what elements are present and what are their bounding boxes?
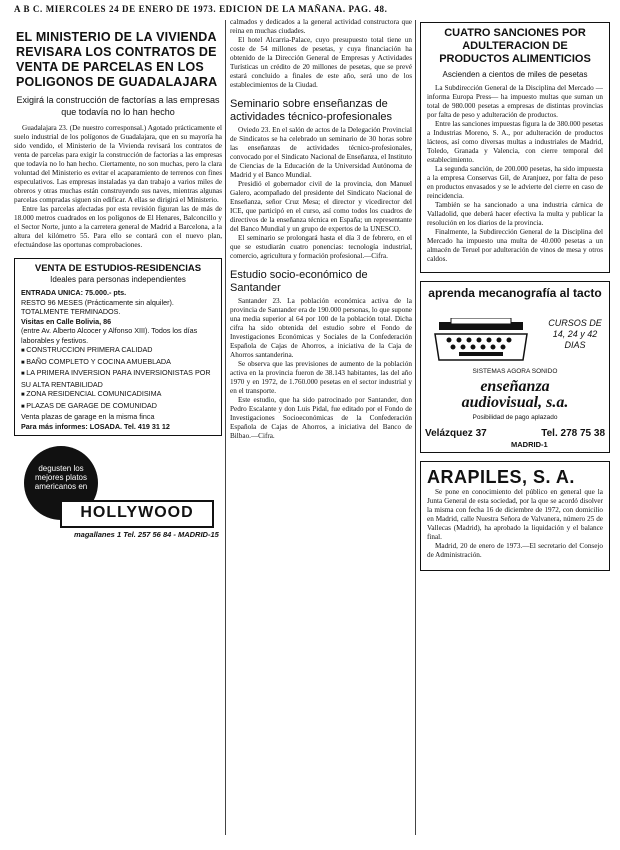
sanctions-subtitle: Ascienden a cientos de miles de pesetas bbox=[442, 70, 588, 79]
ad-line: Visitas en Calle Bolivia, 86 bbox=[21, 316, 112, 326]
main-headline bbox=[16, 30, 222, 90]
right-column bbox=[420, 18, 610, 843]
page-header: A B C. MIERCOLES 24 DE ENERO DE 1973. EDICION DE LA MAÑANA. PAG. 48. bbox=[14, 4, 388, 14]
article-paragraph: Oviedo 23. En el salón de actos de la Delegación Provincial de Sindicatos se ha celebrado un seminario de 30 horas sobre las enseñanzas de actividades técnico-profesionales, convocado por el Sindicato Nacional de Enseñanza, el Instituto de Ciencias de la Educación de la Universidad Autónoma de Madrid y el Banco Mundial. bbox=[230, 126, 412, 179]
ad-line: ■ ZONA RESIDENCIAL COMUNICADISIMA bbox=[21, 389, 215, 401]
phone-number: Tel. 278 75 38 bbox=[541, 428, 605, 439]
santander-headline: Estudio socio-económico de Santander bbox=[230, 269, 368, 294]
article-paragraph: La Subdirección General de la Disciplina del Mercado —informa Europa Press— ha impuesto multas que suman un total de 980.000 pesetas a empresas de distintas provincias por falta de peso y adulteración de productos. bbox=[427, 84, 603, 119]
article-paragraph: Este estudio, que ha sido patrocinado por Santander, don Pedro Escalante y don Luis Pidal, fue editado por el Fondo de Investigaciones Socioeconómicas de la Confederación Española de Cajas de Ahorros, a iniciativa del Banco de Bilbao.—Cifra. bbox=[230, 396, 412, 440]
ad-line: ENTRADA UNICA: 75.000.- pts. bbox=[21, 288, 127, 297]
middle-column bbox=[230, 18, 412, 843]
courses-info: CURSOS DE 14, 24 y 42 DIAS bbox=[548, 318, 602, 350]
typewriter-icon bbox=[431, 318, 531, 364]
column-divider bbox=[225, 20, 226, 835]
ad-line: Para más informes: LOSADA. Tel. 419 31 12 bbox=[21, 421, 170, 431]
arapiles-notice bbox=[420, 461, 610, 571]
article-paragraph: Entre las sanciones impuestas figura la de 380.000 pesetas a Industrias Moreno, S. A., por adulteración de productos lácteos, así como diversas multas a industriales de Madrid, Toledo, Granada y Valencia, con cierre temporal del establecimiento. bbox=[427, 120, 603, 164]
article-paragraph: También se ha sancionado a una industria cárnica de Valladolid, que deberá hacer efectiva la multa y publicar la resolución en los diarios de la provincia. bbox=[427, 201, 603, 227]
seminar-headline: Seminario sobre enseñanzas de actividades técnico-profesionales bbox=[230, 98, 393, 123]
street-address: Velázquez 37 bbox=[425, 428, 487, 439]
ad-line: RESTO 96 MESES (Prácticamente sin alquiler). TOTALMENTE TERMINADOS. bbox=[21, 297, 174, 316]
article-paragraph: Presidió el gobernador civil de la provincia, don Manuel Galero, acompañado del presidente del Sindicato Nacional de Enseñanza, señor Cruz Mesa; el director y vicedirector del ICE, que participó en el curso, así como todos los cuadros de directivos de la enseñanza técnica en España; un representante del Banco Mundial y un grupo de expertos de la UNESCO. bbox=[230, 180, 412, 233]
brand-name bbox=[427, 379, 603, 411]
article-paragraph: Guadalajara 23. (De nuestro corresponsal.) Agotado prácticamente el suelo industrial de los polígonos de Guadalajara, que en su mayoría ha sido vendido, el Ministerio de la Vivienda revisará los contratos de venta de parcelas para exigir la construcción de factorías a las empresas que todavía no lo han hecho. Ciertamente, no son muchas, pero la clara voluntad del Ministerio es evitar el acaparamiento de terrenos con fines especulativos. Las empresas instaladas ya dan trabajo a varios miles de obreros y otras muchas están construyendo sus naves, mientras algunas parcelas compradas siguen sin edificar. A ellas se dirigirá el Ministerio. bbox=[14, 124, 222, 204]
continued-article bbox=[230, 18, 412, 90]
hollywood-advertisement bbox=[14, 444, 222, 559]
headline-line: VENTA DE PARCELAS EN LOS bbox=[16, 60, 204, 74]
ad-line: ■ BAÑO COMPLETO Y COCINA AMUEBLADA bbox=[21, 357, 215, 369]
article-paragraph: El hotel Alcarria-Palace, cuyo presupuesto total tiene un coste de 54 millones de pesetas, y cuya financiación ha obtenido de la Dirección General de Empresas y Actividades Turísticas un crédito de 20 millones de pesetas, que se prevé estará concluido a finales de este año, será uno de los establecimientos de la Ciudad. bbox=[230, 36, 412, 89]
ad-line: (entre Av. Alberto Alcocer y Alfonso XIII). Todos los días laborables y festivos. bbox=[21, 326, 198, 345]
city: MADRID-1 bbox=[511, 440, 548, 449]
notice-title: ARAPILES, S. A. bbox=[427, 467, 575, 487]
headline-subtitle: Exigirá la construcción de factorías a las empresas que todavía no lo han hecho bbox=[16, 95, 220, 117]
article-paragraph: Finalmente, la Subdirección General de la Disciplina del Mercado ha impuesto una multa de 40.000 pesetas a un almacén de Teruel por adulteración de vinos de mesa y otros caldos. bbox=[427, 228, 603, 263]
ad-subtitle: Ideales para personas independientes bbox=[50, 275, 186, 284]
notice-body bbox=[427, 488, 603, 560]
sanctions-body bbox=[427, 84, 603, 264]
ad-line: Venta plazas de garage en la misma finca bbox=[21, 412, 155, 421]
typing-course-advertisement bbox=[420, 281, 610, 453]
sanctions-article-box bbox=[420, 22, 610, 273]
article-paragraph: Se observa que las previsiones de aumento de la población activa en la provincia fueron de 38.143 habitantes, las del año 1970 y en 1972, de 1.760.000 pesetas en el sector industrial y en el transporte. bbox=[230, 360, 412, 395]
promo-circle: degusten los mejores platos americanos en bbox=[24, 446, 98, 520]
ad-line: ■ PLAZAS DE GARAGE DE COMUNIDAD bbox=[21, 401, 215, 413]
article-paragraph: La segunda sanción, de 200.000 pesetas, ha sido impuesta a la empresa Conservas Gil, de Aranjuez, por falta de peso en productos envasados y se le advierte del cierre en caso de reincidencia. bbox=[427, 165, 603, 200]
article-paragraph: Entre las parcelas afectadas por esta revisión figuran las de más de 18.000 metros cuadrados en los polígonos de El Henares, Balconcillo y el Sector Norte, junto a la carretera general de Madrid a Barcelona, a la altura del kilómetro 55. Para ello se contará con el nuevo plan, efectuándose las oportunas comprobaciones. bbox=[14, 205, 222, 249]
article-paragraph: El seminario se prolongará hasta el día 3 de febrero, en el que se estudiarán cuatro ponencias: tecnología industrial, comercio, agricultura y formación profesional.—Cifra. bbox=[230, 234, 412, 260]
column-divider bbox=[415, 20, 416, 835]
article-body bbox=[14, 124, 222, 250]
residences-advertisement bbox=[14, 258, 222, 436]
ad-line: ■ LA PRIMERA INVERSION PARA INVERSIONISTAS POR SU ALTA RENTABILIDAD bbox=[21, 368, 215, 389]
article-paragraph: Se pone en conocimiento del público en general que la Junta General de esta sociedad, por la que se acordó disolver la misma con fecha 16 de diciembre de 1972, con domicilio en Madrid, calle Nuestra Señora de Valvanera, número 25 de Vallecas (Madrid), ha aprobado la liquidación y el balance final. bbox=[427, 488, 603, 541]
article-paragraph: calmados y dedicados a la general actividad constructora que reina en muchas ciudades. bbox=[230, 18, 412, 35]
brand-line: enseñanza bbox=[480, 378, 550, 395]
seminar-article bbox=[230, 126, 412, 261]
brand-line: audiovisual, s.a. bbox=[461, 394, 569, 411]
ad-title: aprenda mecanografía al tacto bbox=[428, 286, 602, 300]
article-paragraph: Santander 23. La población económica activa de la provincia de Santander era de 190.000 personas, lo que supone una media superior al 64 por 100 de la población total. Dicha cifra ha sido obtenida del estudio sobre el Fondo de Investigaciones Económicas y Sociales de la Confederación Española de Cajas de Ahorros, a iniciativa de la Caja de Ahorros santanderina. bbox=[230, 297, 412, 359]
santander-article bbox=[230, 297, 412, 441]
contact-row bbox=[425, 428, 605, 440]
headline-line: EL MINISTERIO DE LA VIVIENDA bbox=[16, 30, 217, 44]
headline-line: POLIGONOS DE GUADALAJARA bbox=[16, 75, 218, 89]
payment-info: Posibilidad de pago aplazado bbox=[472, 414, 558, 421]
restaurant-address: magallanes 1 Tel. 257 56 84 - MADRID-15 bbox=[74, 530, 219, 539]
hollywood-logo: HOLLYWOOD bbox=[60, 500, 214, 528]
left-column bbox=[14, 18, 222, 843]
ad-title: VENTA DE ESTUDIOS-RESIDENCIAS bbox=[34, 263, 202, 274]
ad-line: ■ CONSTRUCCION PRIMERA CALIDAD bbox=[21, 345, 215, 357]
sanctions-headline: CUATRO SANCIONES POR ADULTERACION DE PRODUCTOS ALIMENTICIOS bbox=[439, 27, 591, 65]
systems-info: SISTEMAS AGORA SONIDO bbox=[472, 368, 558, 375]
headline-line: REVISARA LOS CONTRATOS DE bbox=[16, 45, 217, 59]
article-paragraph: Madrid, 20 de enero de 1973.—El secretario del Consejo de Administración. bbox=[427, 542, 603, 559]
